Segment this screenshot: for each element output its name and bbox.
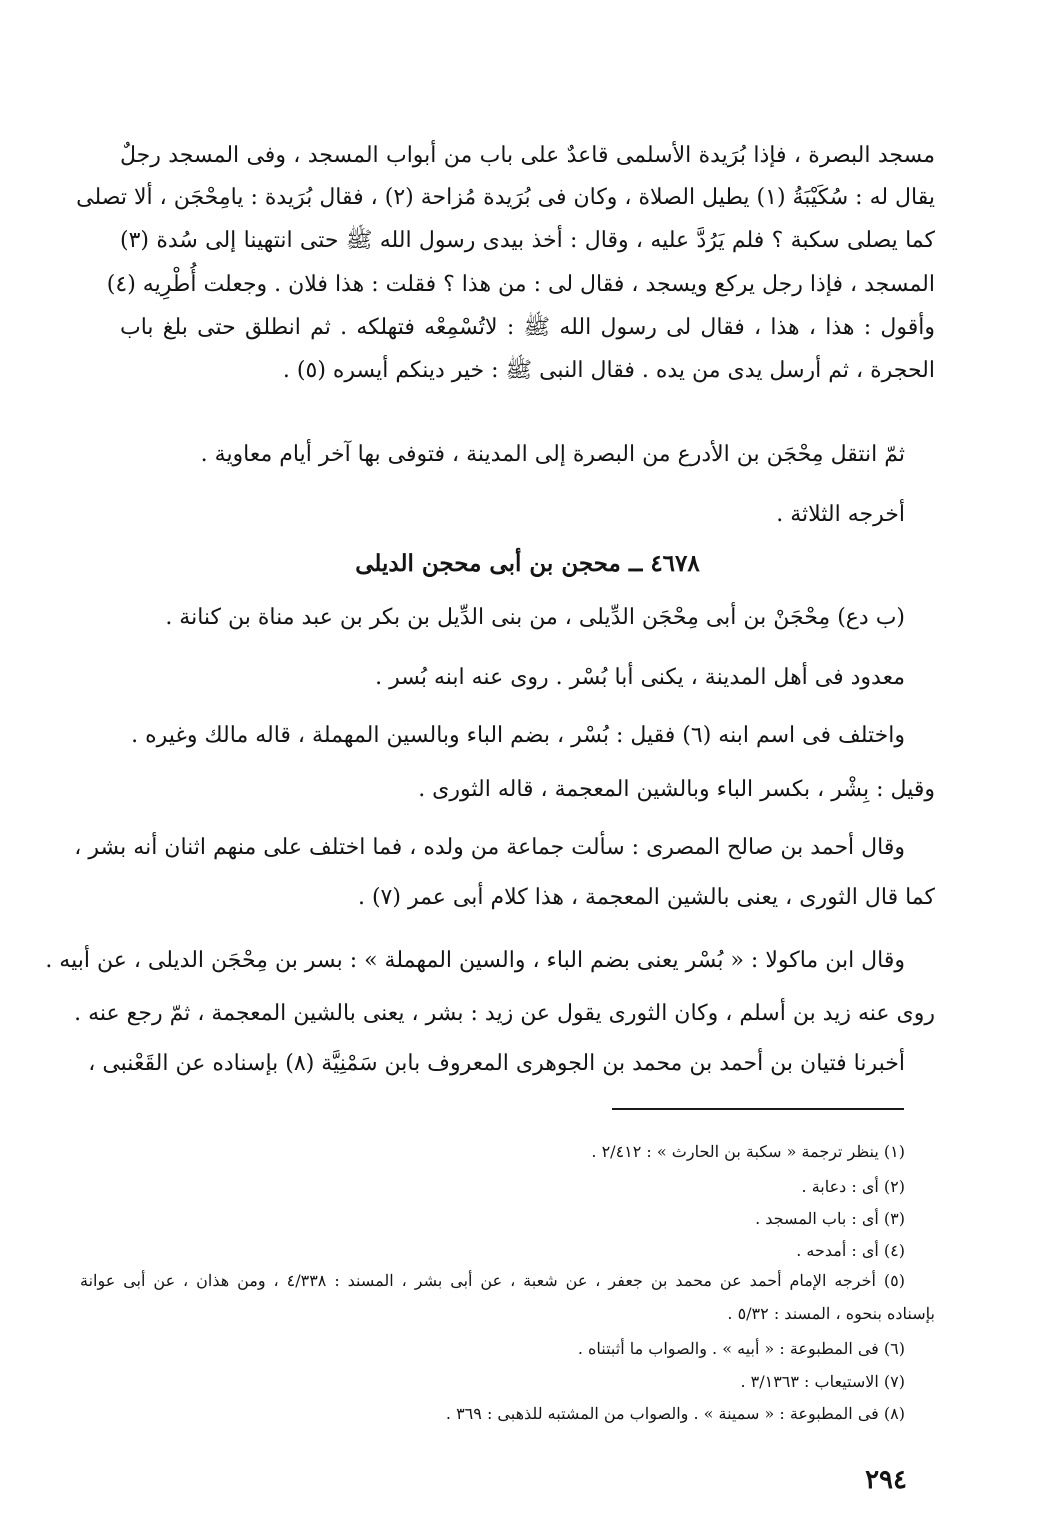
entry-line: أخبرنا فتيان بن أحمد بن محمد بن الجوهرى المعروف بابن سَمْنِيَّة (٨) بإسناده عن القَعْنبى ، [88,1051,905,1076]
entry-line: وقال أحمد بن صالح المصرى : سألت جماعة من ولده ، فما اختلف على منهم اثنان أنه بشر ، [74,835,905,860]
footnote: (٦) فى المطبوعة : « أبيه » . والصواب ما أثبتناه . [577,1339,905,1358]
entry-line: وقيل : بِشْر ، بكسر الباء وبالشين المعجمة ، قاله الثورى . [418,777,935,802]
entry-line: كما قال الثورى ، يعنى بالشين المعجمة ، هذا كلام أبى عمر (٧) . [357,885,935,910]
footnote: (٥) أخرجه الإمام أحمد عن محمد بن جعفر ، عن شعبة ، عن أبى بشر ، المسند : ٤/٣٣٨ ، ومن هذان ، عن أبى عوانة [80,1271,905,1290]
body-line: الحجرة ، ثم أرسل يدى من يده . فقال النبى ﷺ : خير دينكم أيسره (٥) . [282,358,935,383]
footnote: (٣) أى : باب المسجد . [755,1209,905,1228]
page-number: ٢٩٤ [865,1465,907,1495]
footnote: (١) ينظر ترجمة « سكبة بن الحارث » : ٢/٤١٢ . [591,1142,905,1161]
entry-line: روى عنه زيد بن أسلم ، وكان الثورى يقول عن زيد : بشر ، يعنى بالشين المعجمة ، ثمّ رجع عنه . [74,1001,935,1026]
entry-line: معدود فى أهل المدينة ، يكنى أبا بُسْر . روى عنه ابنه بُسر . [375,665,905,690]
entry-line: (ب دع) مِحْجَنْ بن أبى مِحْجَن الدِّيلى ، من بنى الدِّيل بن بكر بن عبد مناة بن كنانة . [165,605,905,630]
body-paragraph: ثمّ انتقل مِحْجَن بن الأدرع من البصرة إلى المدينة ، فتوفى بها آخر أيام معاوية . [200,442,905,467]
body-line: كما يصلى سكبة ؟ فلم يَرُدَّ عليه ، وقال : أخذ بيدى رسول الله ﷺ حتى انتهينا إلى سُدة (٣) [120,228,935,253]
footnote: بإسناده بنحوه ، المسند : ٥/٣٢ . [727,1304,935,1323]
body-paragraph: أخرجه الثلاثة . [776,502,905,527]
footnote: (٧) الاستيعاب : ٣/١٣٦٣ . [740,1372,905,1391]
footnote: (٨) فى المطبوعة : « سمينة » . والصواب من المشتبه للذهبى : ٣٦٩ . [445,1404,905,1423]
footnote: (٢) أى : دعابة . [801,1177,905,1196]
body-line: وأقول : هذا ، هذا ، فقال لى رسول الله ﷺ : لاتُسْمِعْه فتهلكه . ثم انطلق حتى بلغ باب [120,315,935,340]
footnote-rule [612,1108,904,1110]
entry-line: وقال ابن ماكولا : « بُسْر يعنى بضم الباء ، والسين المهملة » : بسر بن مِحْجَن الديلى ، عن أبيه . [45,948,905,973]
entry-heading: ٤٦٧٨ ــ محجن بن أبى محجن الديلى [355,550,700,577]
body-line: المسجد ، فإذا رجل يركع ويسجد ، فقال لى : من هذا ؟ فقلت : هذا فلان . وجعلت أُطْرِيه (٤) [106,272,935,297]
entry-line: واختلف فى اسم ابنه (٦) فقيل : بُسْر ، بضم الباء وبالسين المهملة ، قاله مالك وغيره . [131,723,905,748]
body-line: يقال له : سُكَيْبَةُ (١) يطيل الصلاة ، وكان فى بُرَيدة مُزاحة (٢) ، فقال بُرَيدة : يامِحْجَن ، ألا تصلى [76,185,935,210]
body-line: مسجد البصرة ، فإذا بُرَيدة الأسلمى قاعدٌ على باب من أبواب المسجد ، وفى المسجد رجلٌ [120,143,935,168]
footnote: (٤) أى : أمدحه . [796,1241,905,1260]
